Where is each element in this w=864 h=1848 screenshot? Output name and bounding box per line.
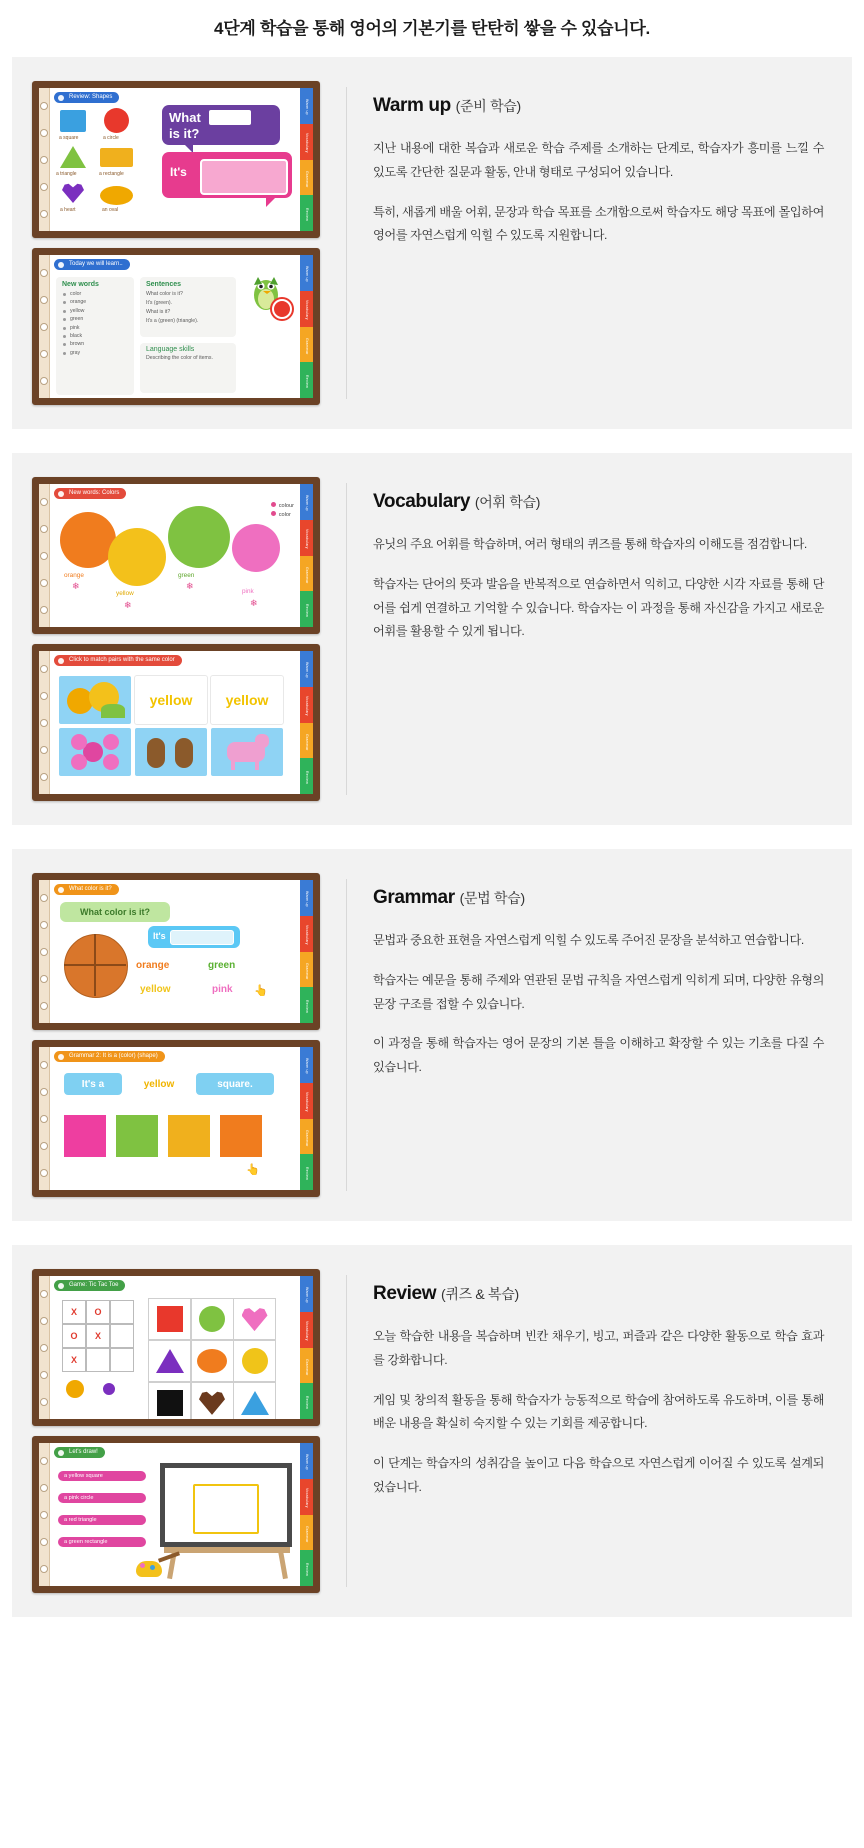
side-tabs[interactable] (300, 88, 313, 231)
slide-titlebar: What color is it? (54, 884, 119, 895)
paragraph: 게임 및 창의적 활동을 통해 학습자가 능동적으로 학습에 참여하도록 유도하며, 이를 통해 배운 내용을 확실히 숙지할 수 있는 기회를 제공합니다. (373, 1392, 824, 1431)
easel (154, 1461, 300, 1565)
list-item: pink (70, 324, 134, 332)
shape-rectangle[interactable] (100, 148, 133, 167)
slide-titlebar: Game: Tic Tac Toe (54, 1280, 125, 1291)
slide-stage (50, 255, 300, 398)
divider (346, 483, 347, 795)
color-circle-green[interactable] (168, 506, 230, 568)
grammar-word-yellow[interactable]: yellow (140, 984, 171, 995)
slide-stage (50, 1276, 300, 1419)
paragraph: 오늘 학습한 내용을 복습하며 빈칸 채우기, 빙고, 퍼즐과 같은 다양한 활동으로 학습 효과를 강화합니다. (373, 1329, 824, 1367)
sandal-icon (175, 738, 193, 768)
tile-brown-sandals[interactable] (134, 727, 208, 777)
legend-label: color (278, 512, 291, 518)
grid-cell-black-square[interactable] (149, 1383, 190, 1419)
section-title-ko: (퀴즈 & 복습) (440, 1286, 519, 1302)
color-label-orange: orange (64, 572, 84, 579)
list-item: gray (70, 349, 134, 357)
side-tab-grammar[interactable]: Grammar (300, 1515, 313, 1551)
paragraph: 문법과 중요한 표현을 자연스럽게 익힐 수 있도록 주어진 문장을 분석하고 연습합니다. (373, 933, 804, 947)
slide-canvas (39, 255, 313, 398)
slide-match-pairs[interactable] (32, 644, 320, 801)
square-orange[interactable] (220, 1115, 262, 1157)
grid-cell-blue-triangle[interactable] (234, 1383, 275, 1419)
legend-label: colour (278, 503, 294, 509)
word-tile-yellow-1[interactable]: yellow (134, 675, 208, 725)
petal-icon (71, 754, 87, 770)
basketball-icon (64, 934, 128, 998)
sentence-line: What color is it? (146, 291, 183, 297)
side-tab-review[interactable]: Review (300, 195, 313, 231)
question-bubble: What color is it? (60, 902, 170, 922)
grammar-word-green[interactable]: green (208, 960, 236, 971)
copy-grammar (373, 873, 836, 1080)
side-tab-warmup[interactable]: Warm up (300, 880, 313, 916)
slide-stage (50, 880, 300, 1023)
shape-circle[interactable] (104, 108, 129, 133)
slide-titlebar: New words: Colors (54, 488, 126, 499)
token-orange[interactable] (66, 1380, 84, 1398)
side-tab-vocabulary[interactable]: Vocabulary (300, 916, 313, 952)
paragraph: 지난 내용에 대한 복습과 새로운 학습 주제를 소개하는 단계로, 학습자가 흥미를 느낄 수 있도록 간단한 질문과 활동, 안내 형태로 구성되어 있습니다. (373, 141, 824, 179)
flower-icon[interactable]: ❄ (250, 598, 258, 608)
slide-stage (50, 1047, 300, 1190)
side-tab-warmup[interactable]: Warm up (300, 1276, 313, 1312)
speech-word-its: It's (170, 165, 187, 179)
section-title-grammar (373, 887, 824, 909)
divider (346, 87, 347, 399)
drawing-canvas[interactable] (160, 1463, 292, 1547)
petal-icon (103, 734, 119, 750)
ttt-cell[interactable]: X (62, 1348, 86, 1372)
copy-warmup (373, 81, 836, 248)
side-tab-warmup[interactable]: Warm up (300, 255, 313, 291)
slide-stack-vocabulary (32, 477, 320, 801)
slide-what-color-is-it[interactable] (32, 873, 320, 1030)
ttt-cell[interactable] (110, 1324, 134, 1348)
answer-input-slot[interactable] (170, 930, 234, 945)
paragraph: 이 과정을 통해 학습자는 영어 문장의 기본 틀을 이해하고 확장할 수 있는 기초를 다질 수 있습니다. (373, 1036, 824, 1075)
side-tab-review[interactable]: Review (300, 1154, 313, 1190)
new-words-heading: New words (62, 281, 99, 288)
side-tab-warmup[interactable]: Warm up (300, 484, 313, 520)
shape-oval[interactable] (100, 186, 133, 205)
language-skills-heading: Language skills (146, 346, 195, 353)
side-tab-review[interactable]: Review (300, 1383, 313, 1419)
list-item: brown (70, 340, 134, 348)
list-item: orange (70, 298, 134, 306)
list-item: yellow (70, 307, 134, 315)
petal-icon (103, 754, 119, 770)
bullet-icon (271, 502, 276, 507)
spiral-binding (39, 1047, 50, 1190)
shape-square[interactable] (60, 110, 86, 132)
slide-stage (50, 651, 300, 794)
section-vocabulary (12, 453, 852, 825)
section-title-en: Warm up (373, 95, 451, 116)
horse-leg-icon (231, 758, 235, 770)
speech-bubble-question (162, 105, 280, 145)
grid-cell-orange-oval[interactable] (192, 1341, 233, 1381)
grammar-word-orange[interactable]: orange (136, 960, 170, 971)
shape-heart[interactable] (62, 183, 84, 203)
ttt-cell[interactable]: O (62, 1324, 86, 1348)
slide-titlebar: Today we will learn.. (54, 259, 130, 270)
section-title-en: Review (373, 1283, 437, 1304)
side-tab-review[interactable]: Review (300, 1550, 313, 1586)
page-title: 4단계 학습을 통해 영어의 기본기를 탄탄히 쌓을 수 있습니다. (214, 19, 650, 38)
paragraph: 특히, 새롭게 배울 어휘, 문장과 학습 목표를 소개함으로써 학습자도 해당 목표에 몰입하여 영어를 자연스럽게 익힐 수 있도록 지원합니다. (373, 204, 824, 243)
prompt-pill-red-triangle[interactable]: a red triangle (58, 1515, 146, 1525)
grammar-word-pink[interactable]: pink (212, 984, 233, 995)
square-yellow[interactable] (168, 1115, 210, 1157)
copy-review (373, 1269, 836, 1500)
divider (346, 879, 347, 1191)
section-title-en: Vocabulary (373, 491, 471, 512)
slide-canvas (39, 484, 313, 627)
new-words-list (56, 290, 134, 357)
horse-leg-icon (255, 758, 259, 770)
color-circle-yellow[interactable] (108, 528, 166, 586)
shape-label-oval: an oval (102, 207, 119, 213)
ttt-cell[interactable]: X (86, 1324, 110, 1348)
language-skills-text: Describing the color of items. (146, 355, 213, 361)
slide-titlebar: Click to match pairs with the same color (54, 655, 182, 666)
paragraph: 학습자는 단어의 뜻과 발음을 반복적으로 연습하면서 익히고, 다양한 시각 자료를 통해 단어를 쉽게 연결하고 기억할 수 있습니다. 학습자는 이 과정을 통해 자신감을 가지고 새로운 어휘를 활용할 수 있게 됩니다. (373, 576, 824, 639)
target-icon (272, 299, 292, 319)
shape-label-circle: a circle (103, 135, 119, 141)
paragraph: 학습자는 예문을 통해 주제와 연관된 문법 규칙을 자연스럽게 익히게 되며, 다양한 유형의 문장 구조를 접할 수 있습니다. (373, 972, 824, 1011)
shape-label-rectangle: a rectangle (99, 171, 124, 177)
divider (346, 1275, 347, 1587)
slide-new-words-colors[interactable] (32, 477, 320, 634)
answer-bubble (148, 926, 240, 948)
color-label-yellow: yellow (116, 590, 134, 597)
slide-canvas (39, 1276, 313, 1419)
slide-canvas (39, 651, 313, 794)
grid-cell-brown-heart[interactable] (192, 1383, 233, 1419)
legend-item (271, 502, 294, 511)
sentences-heading: Sentences (146, 281, 182, 288)
ttt-cell[interactable]: X (62, 1300, 86, 1324)
list-item: green (70, 315, 134, 323)
answer-blank-box[interactable] (200, 159, 288, 195)
side-tab-grammar[interactable]: Grammar (300, 1348, 313, 1384)
sentence-chunk-yellow[interactable]: yellow (126, 1073, 192, 1095)
side-tab-grammar[interactable]: Grammar (300, 556, 313, 592)
side-tab-vocabulary[interactable]: Vocabulary (300, 1479, 313, 1515)
paint-blob-pink (140, 1563, 145, 1568)
side-tab-review[interactable]: Review (300, 591, 313, 627)
slide-stack-review (32, 1269, 320, 1593)
sentence-chunk-its-a[interactable]: It's a (64, 1073, 122, 1095)
side-tab-vocabulary[interactable]: Vocabulary (300, 520, 313, 556)
sketched-square (193, 1484, 259, 1534)
sentence-line: It's a (green) (triangle). (146, 318, 199, 324)
side-tabs[interactable] (300, 484, 313, 627)
ttt-cell[interactable] (110, 1300, 134, 1324)
slide-stack-grammar (32, 873, 320, 1197)
section-title-ko: (준비 학습) (455, 98, 521, 114)
basketball-line (64, 964, 126, 966)
slide-canvas (39, 88, 313, 231)
side-tab-warmup[interactable]: Warm up (300, 1443, 313, 1479)
slide-lets-draw[interactable] (32, 1436, 320, 1593)
slide-canvas (39, 1047, 313, 1190)
section-title-en: Grammar (373, 887, 455, 908)
slide-review-shapes[interactable] (32, 81, 320, 238)
side-tabs[interactable] (300, 651, 313, 794)
paragraph: 이 단계는 학습자의 성취감을 높이고 다음 학습으로 자연스럽게 이어질 수 있도록 설계되었습니다. (373, 1456, 824, 1494)
answer-prefix: It's (153, 931, 166, 941)
square-green[interactable] (116, 1115, 158, 1157)
slide-canvas (39, 1443, 313, 1586)
grid-cell-red-square[interactable] (149, 1299, 190, 1339)
flower-icon[interactable]: ❄ (124, 600, 132, 610)
grid-cell-green-circle[interactable] (192, 1299, 233, 1339)
spiral-binding (39, 1443, 50, 1586)
side-tab-vocabulary[interactable]: Vocabulary (300, 687, 313, 723)
slide-today-we-will-learn[interactable] (32, 248, 320, 405)
side-tab-grammar[interactable]: Grammar (300, 327, 313, 363)
legend-colour-color (271, 502, 294, 520)
tile-orange-slices[interactable] (58, 675, 132, 725)
ttt-cell[interactable] (86, 1348, 110, 1372)
side-tab-review[interactable]: Review (300, 758, 313, 794)
list-item: black (70, 332, 134, 340)
shape-triangle[interactable] (60, 146, 86, 168)
list-item: color (70, 290, 134, 298)
spiral-binding (39, 255, 50, 398)
side-tabs[interactable] (300, 1276, 313, 1419)
word-tile-yellow-2[interactable]: yellow (210, 675, 284, 725)
easel-tray (164, 1547, 290, 1553)
speech-word-isit: is it? (169, 126, 200, 141)
speech-word-shape: shape (211, 110, 249, 125)
tic-tac-toe-board[interactable] (62, 1300, 134, 1372)
language-skills-card (140, 343, 236, 393)
tile-pink-horse[interactable] (210, 727, 284, 777)
paragraph: 유닛의 주요 어휘를 학습하며, 여러 형태의 퀴즈를 통해 학습자의 이해도를 점검합니다. (373, 537, 807, 551)
sandal-icon (147, 738, 165, 768)
sentence-line: What is it? (146, 309, 171, 315)
grid-cell-yellow-circle[interactable] (234, 1341, 275, 1381)
side-tab-grammar[interactable]: Grammar (300, 952, 313, 988)
bullet-icon (271, 511, 276, 516)
side-tab-grammar[interactable]: Grammar (300, 1119, 313, 1155)
speech-bubble-answer (162, 152, 292, 198)
slide-tic-tac-toe[interactable] (32, 1269, 320, 1426)
spiral-binding (39, 88, 50, 231)
shape-label-heart: a heart (60, 207, 76, 213)
square-pink[interactable] (64, 1115, 106, 1157)
new-words-card (56, 277, 134, 395)
flower-icon[interactable]: ❄ (72, 581, 80, 591)
slide-canvas (39, 880, 313, 1023)
slide-titlebar: Grammar 2: It is a (color) (shape) (54, 1051, 165, 1062)
legend-item (271, 511, 294, 520)
spiral-binding (39, 1276, 50, 1419)
slide-titlebar: Review: Shapes (54, 92, 119, 103)
side-tab-vocabulary[interactable]: Vocabulary (300, 124, 313, 160)
side-tab-review[interactable]: Review (300, 362, 313, 398)
side-tab-vocabulary[interactable]: Vocabulary (300, 1083, 313, 1119)
side-tab-review[interactable]: Review (300, 987, 313, 1023)
slide-stage (50, 1443, 300, 1586)
sentence-line: It's (green). (146, 300, 173, 306)
sentence-chunk-square[interactable]: square. (196, 1073, 274, 1095)
flower-icon[interactable]: ❄ (186, 581, 194, 591)
slide-stack-warmup (32, 81, 320, 405)
prompt-pill-pink-circle[interactable]: a pink circle (58, 1493, 146, 1503)
slide-stage (50, 88, 300, 231)
ttt-cell[interactable]: O (86, 1300, 110, 1324)
speech-word-what: What (169, 110, 201, 125)
ttt-cell[interactable] (110, 1348, 134, 1372)
side-tabs[interactable] (300, 1443, 313, 1586)
color-circle-pink[interactable] (232, 524, 280, 572)
section-title-warmup (373, 95, 824, 117)
token-purple[interactable] (100, 1380, 118, 1398)
section-warmup (12, 57, 852, 429)
grid-cell-pink-heart[interactable] (234, 1299, 275, 1339)
color-label-pink: pink (242, 588, 254, 595)
side-tab-grammar[interactable]: Grammar (300, 723, 313, 759)
side-tab-vocabulary[interactable]: Vocabulary (300, 1312, 313, 1348)
shape-label-square: a square (59, 135, 79, 141)
paint-blob-blue (150, 1565, 155, 1570)
side-tab-grammar[interactable]: Grammar (300, 160, 313, 196)
side-tab-warmup[interactable]: Warm up (300, 651, 313, 687)
side-tab-warmup[interactable]: Warm up (300, 1047, 313, 1083)
copy-vocabulary (373, 477, 836, 644)
section-title-ko: (어휘 학습) (474, 494, 541, 510)
section-title-review (373, 1283, 824, 1305)
section-title-vocabulary (373, 491, 824, 513)
side-tab-vocabulary[interactable]: Vocabulary (300, 291, 313, 327)
section-grammar (12, 849, 852, 1221)
shape-grid[interactable] (148, 1298, 276, 1419)
section-title-ko: (문법 학습) (459, 890, 525, 906)
tile-pink-flower[interactable] (58, 727, 132, 777)
prompt-pill-green-rectangle[interactable]: a green rectangle (58, 1537, 146, 1547)
color-label-green: green (178, 572, 195, 579)
spiral-binding (39, 880, 50, 1023)
spiral-binding (39, 651, 50, 794)
side-tabs[interactable] (300, 880, 313, 1023)
sentences-card (140, 277, 236, 337)
pointing-hand-icon: 👆 (246, 1164, 260, 1176)
side-tabs[interactable] (300, 255, 313, 398)
horse-head-icon (255, 734, 269, 748)
pointing-hand-icon: 👆 (254, 985, 268, 997)
prompt-pill-yellow-square[interactable]: a yellow square (58, 1471, 146, 1481)
petal-icon (71, 734, 87, 750)
leaf-icon (101, 704, 125, 718)
slide-grammar2-color-shape[interactable] (32, 1040, 320, 1197)
slide-stage (50, 484, 300, 627)
grid-cell-purple-triangle[interactable] (149, 1341, 190, 1381)
section-review (12, 1245, 852, 1617)
side-tabs[interactable] (300, 1047, 313, 1190)
shape-label-triangle: a triangle (56, 171, 77, 177)
side-tab-warmup[interactable]: Warm up (300, 88, 313, 124)
slide-titlebar: Let's draw! (54, 1447, 105, 1458)
spiral-binding (39, 484, 50, 627)
